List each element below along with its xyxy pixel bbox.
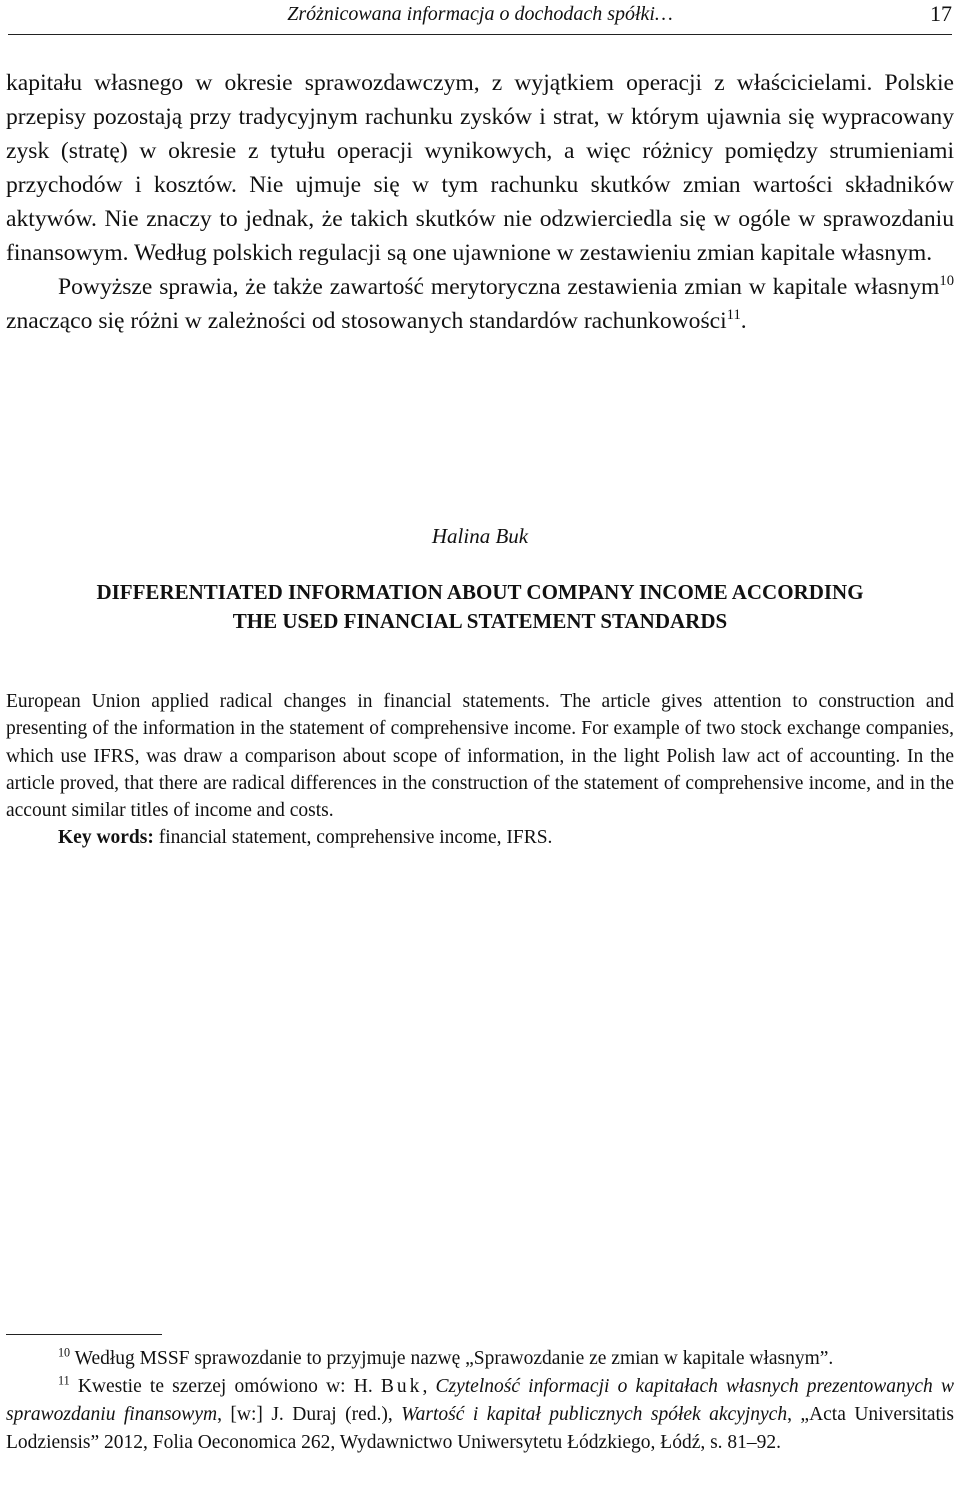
footnote-11-author: Buk (380, 1376, 423, 1397)
footnote-11-number: 11 (58, 1373, 70, 1388)
keywords-label: Key words: (58, 827, 154, 849)
keywords (6, 824, 954, 851)
footnotes (6, 1345, 954, 1457)
body-paragraph-1: kapitału własnego w okresie sprawozdawczym, z wyjątkiem operacji z właścicielami. Polskie przepisy pozostają przy tradycyjnym rachunku zysków i strat, w którym ujawnia się wypracowany zysk (stratę) w okresie z tytułu operacji wynikowych, a więc różnicy pomiędzy strumieniami przychodów i kosztów. Nie ujmuje się w tym rachunku skutków zmian wartości składników aktywów. Nie znaczy to jednak, że takich skutków nie odzwierciedla się w ogóle w sprawozdaniu finansowym. Według polskich regulacji są one ujawnione w zestawieniu zmian kapitale własnym. (6, 70, 954, 266)
footnote-10-number: 10 (58, 1345, 71, 1360)
footnote-11-title-2: Wartość i kapitał publicznych spółek akcyjnych (401, 1404, 788, 1425)
footnote-11-part-a: Kwestie te szerzej omówiono w: H. (69, 1376, 381, 1397)
footnote-separator (6, 1334, 162, 1335)
footnote-10 (6, 1345, 954, 1373)
running-title: Zróżnicowana informacja o dochodach spółki… (287, 3, 673, 25)
abstract-text: European Union applied radical changes in financial statements. The article gives attention to construction and presenting of the information in the statement of comprehensive income. For example of two stock exchange companies, which use IFRS, was draw a comparison about scope of information, in the light Polish law act of accounting. In the article proved, that there are radical differences in the construction of the statement of comprehensive income, and in the account similar titles of income and costs. (6, 691, 954, 822)
abstract (6, 688, 954, 852)
keywords-value: financial statement, comprehensive income, IFRS. (153, 827, 553, 849)
abstract-title (0, 578, 960, 636)
abstract-title-line-2: THE USED FINANCIAL STATEMENT STANDARDS (232, 609, 728, 633)
body-text (6, 66, 954, 338)
paragraph-2-part-a: Powyższe sprawia, że także zawartość merytoryczna zestawienia zmian w kapitale własnym (58, 274, 940, 300)
footnote-ref-10[interactable]: 10 (939, 273, 954, 290)
footnote-11-part-c: , [w:] J. Duraj (red.), (217, 1404, 402, 1425)
page-number: 17 (930, 1, 952, 26)
footnote-ref-11[interactable]: 11 (726, 307, 741, 324)
footnote-10-text: Według MSSF sprawozdanie to przyjmuje nazwę „Sprawozdanie ze zmian w kapitale własnym”. (70, 1348, 834, 1369)
body-paragraph-2 (6, 270, 954, 338)
footnote-11-title-1: Czytelność informacji o kapitałach własnych prezentowanych w sprawozdaniu finansowym (6, 1376, 954, 1425)
footnote-11-part-b: , (422, 1376, 436, 1397)
footnote-11 (6, 1373, 954, 1457)
footnote-11-part-d: , „Acta Universitatis Lodziensis” 2012, Folia Oeconomica 262, Wydawnictwo Uniwersytetu Łódzkiego, Łódź, s. 81–92. (6, 1404, 954, 1453)
paragraph-2-part-c: . (740, 308, 747, 334)
paragraph-2-part-b: znacząco się różni w zależności od stosowanych standardów rachunkowości (6, 308, 727, 334)
abstract-title-line-1: DIFFERENTIATED INFORMATION ABOUT COMPANY INCOME ACCORDING (96, 580, 864, 604)
page-header (8, 0, 952, 35)
abstract-author: Halina Buk (431, 524, 529, 548)
